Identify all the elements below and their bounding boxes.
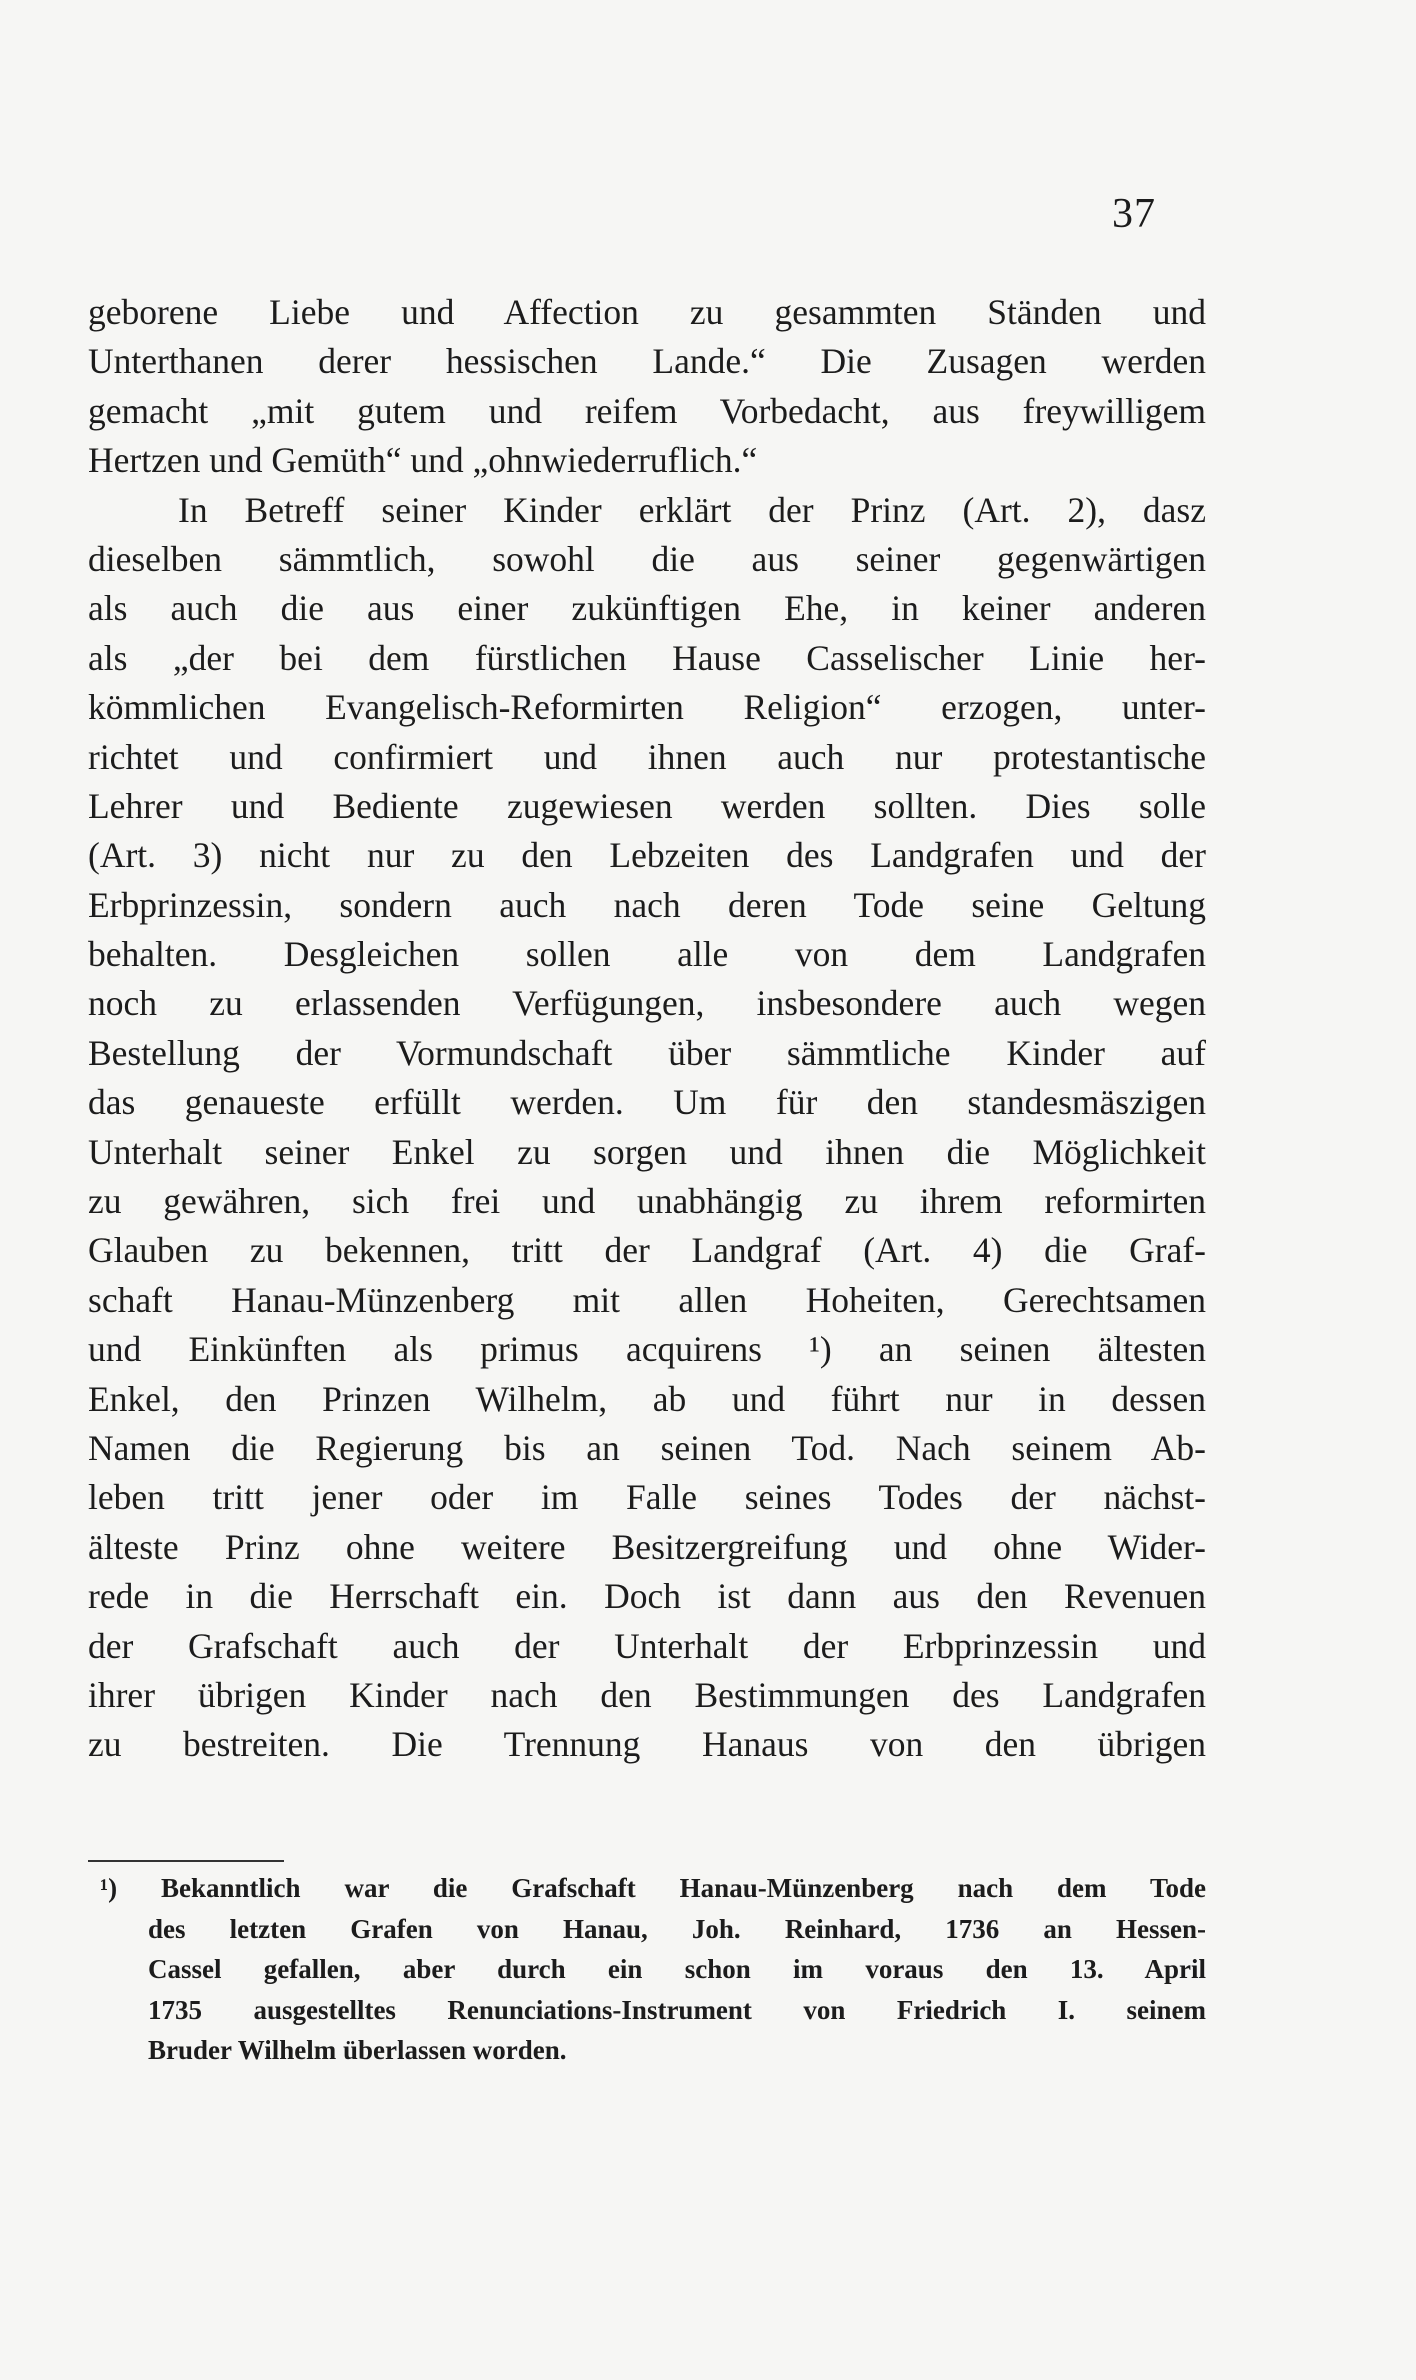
footnote-divider (88, 1860, 284, 1862)
text-line: schaft Hanau-Münzenberg mit allen Hoheiten, Gerechtsamen (88, 1279, 1206, 1320)
text-line: und Einkünften als primus acquirens ¹) an seinen ältesten (88, 1329, 1206, 1370)
text-line: das genaueste erfüllt werden. Um für den standesmäszigen (88, 1082, 1206, 1123)
text-line: noch zu erlassenden Verfügungen, insbesondere auch wegen (88, 983, 1206, 1024)
footnote-line: Cassel gefallen, aber durch ein schon im voraus den 13. April (148, 1954, 1206, 1984)
text-line: als auch die aus einer zukünftigen Ehe, in keiner anderen (88, 588, 1206, 629)
text-line: Bestellung der Vormundschaft über sämmtliche Kinder auf (88, 1032, 1206, 1073)
footnote-line: ¹) Bekanntlich war die Grafschaft Hanau-Münzenberg nach dem Tode (100, 1873, 1206, 1903)
text-line: geborene Liebe und Affection zu gesammten Ständen und (88, 292, 1206, 332)
text-line: richtet und confirmiert und ihnen auch nur protestantische (88, 736, 1206, 777)
text-line: rede in die Herrschaft ein. Doch ist dann aus den Revenuen (88, 1576, 1206, 1617)
footnote-line: 1735 ausgestelltes Renunciations-Instrument von Friedrich I. seinem (148, 1994, 1206, 2025)
text-line: Erbprinzessin, sondern auch nach deren Tode seine Geltung (88, 884, 1206, 925)
text-line: behalten. Desgleichen sollen alle von dem Landgrafen (88, 934, 1206, 975)
text-line: gemacht „mit gutem und reifem Vorbedacht, aus freywilligem (88, 390, 1206, 431)
footnote (88, 1868, 1206, 2071)
text-line: Glauben zu bekennen, tritt der Landgraf (Art. 4) die Graf- (88, 1230, 1206, 1271)
body-text (88, 288, 1206, 1770)
text-line: als „der bei dem fürstlichen Hause Casselischer Linie her- (88, 637, 1206, 678)
text-line: Hertzen und Gemüth“ und „ohnwiederruflich.“ (88, 440, 758, 481)
text-line: der Grafschaft auch der Unterhalt der Erbprinzessin und (88, 1625, 1206, 1666)
text-line: leben tritt jener oder im Falle seines Todes der nächst- (88, 1477, 1206, 1518)
text-line: Unterthanen derer hessischen Lande.“ Die Zusagen werden (88, 341, 1206, 382)
text-line: (Art. 3) nicht nur zu den Lebzeiten des Landgrafen und der (88, 835, 1206, 876)
text-line: dieselben sämmtlich, sowohl die aus seiner gegenwärtigen (88, 538, 1206, 579)
text-line: älteste Prinz ohne weitere Besitzergreifung und ohne Wider- (88, 1526, 1206, 1567)
footnote-line: des letzten Grafen von Hanau, Joh. Reinhard, 1736 an Hessen- (148, 1913, 1206, 1944)
text-line: zu gewähren, sich frei und unabhängig zu ihrem reformirten (88, 1181, 1206, 1222)
page-number: 37 (1112, 191, 1156, 237)
text-line: Unterhalt seiner Enkel zu sorgen und ihnen die Möglichkeit (88, 1131, 1206, 1172)
text-line: Namen die Regierung bis an seinen Tod. Nach seinem Ab- (88, 1427, 1206, 1468)
text-line: Enkel, den Prinzen Wilhelm, ab und führt nur in dessen (88, 1378, 1206, 1419)
paragraph-start-line: In Betreff seiner Kinder erklärt der Prinz (Art. 2), dasz (178, 489, 1206, 530)
text-line: kömmlichen Evangelisch-Reformirten Religion“ erzogen, unter- (88, 687, 1206, 728)
text-line: Lehrer und Bediente zugewiesen werden sollten. Dies solle (88, 785, 1206, 826)
text-line: ihrer übrigen Kinder nach den Bestimmungen des Landgrafen (88, 1674, 1206, 1715)
text-line: zu bestreiten. Die Trennung Hanaus von den übrigen (88, 1724, 1206, 1765)
footnote-line: Bruder Wilhelm überlassen worden. (148, 2035, 567, 2065)
